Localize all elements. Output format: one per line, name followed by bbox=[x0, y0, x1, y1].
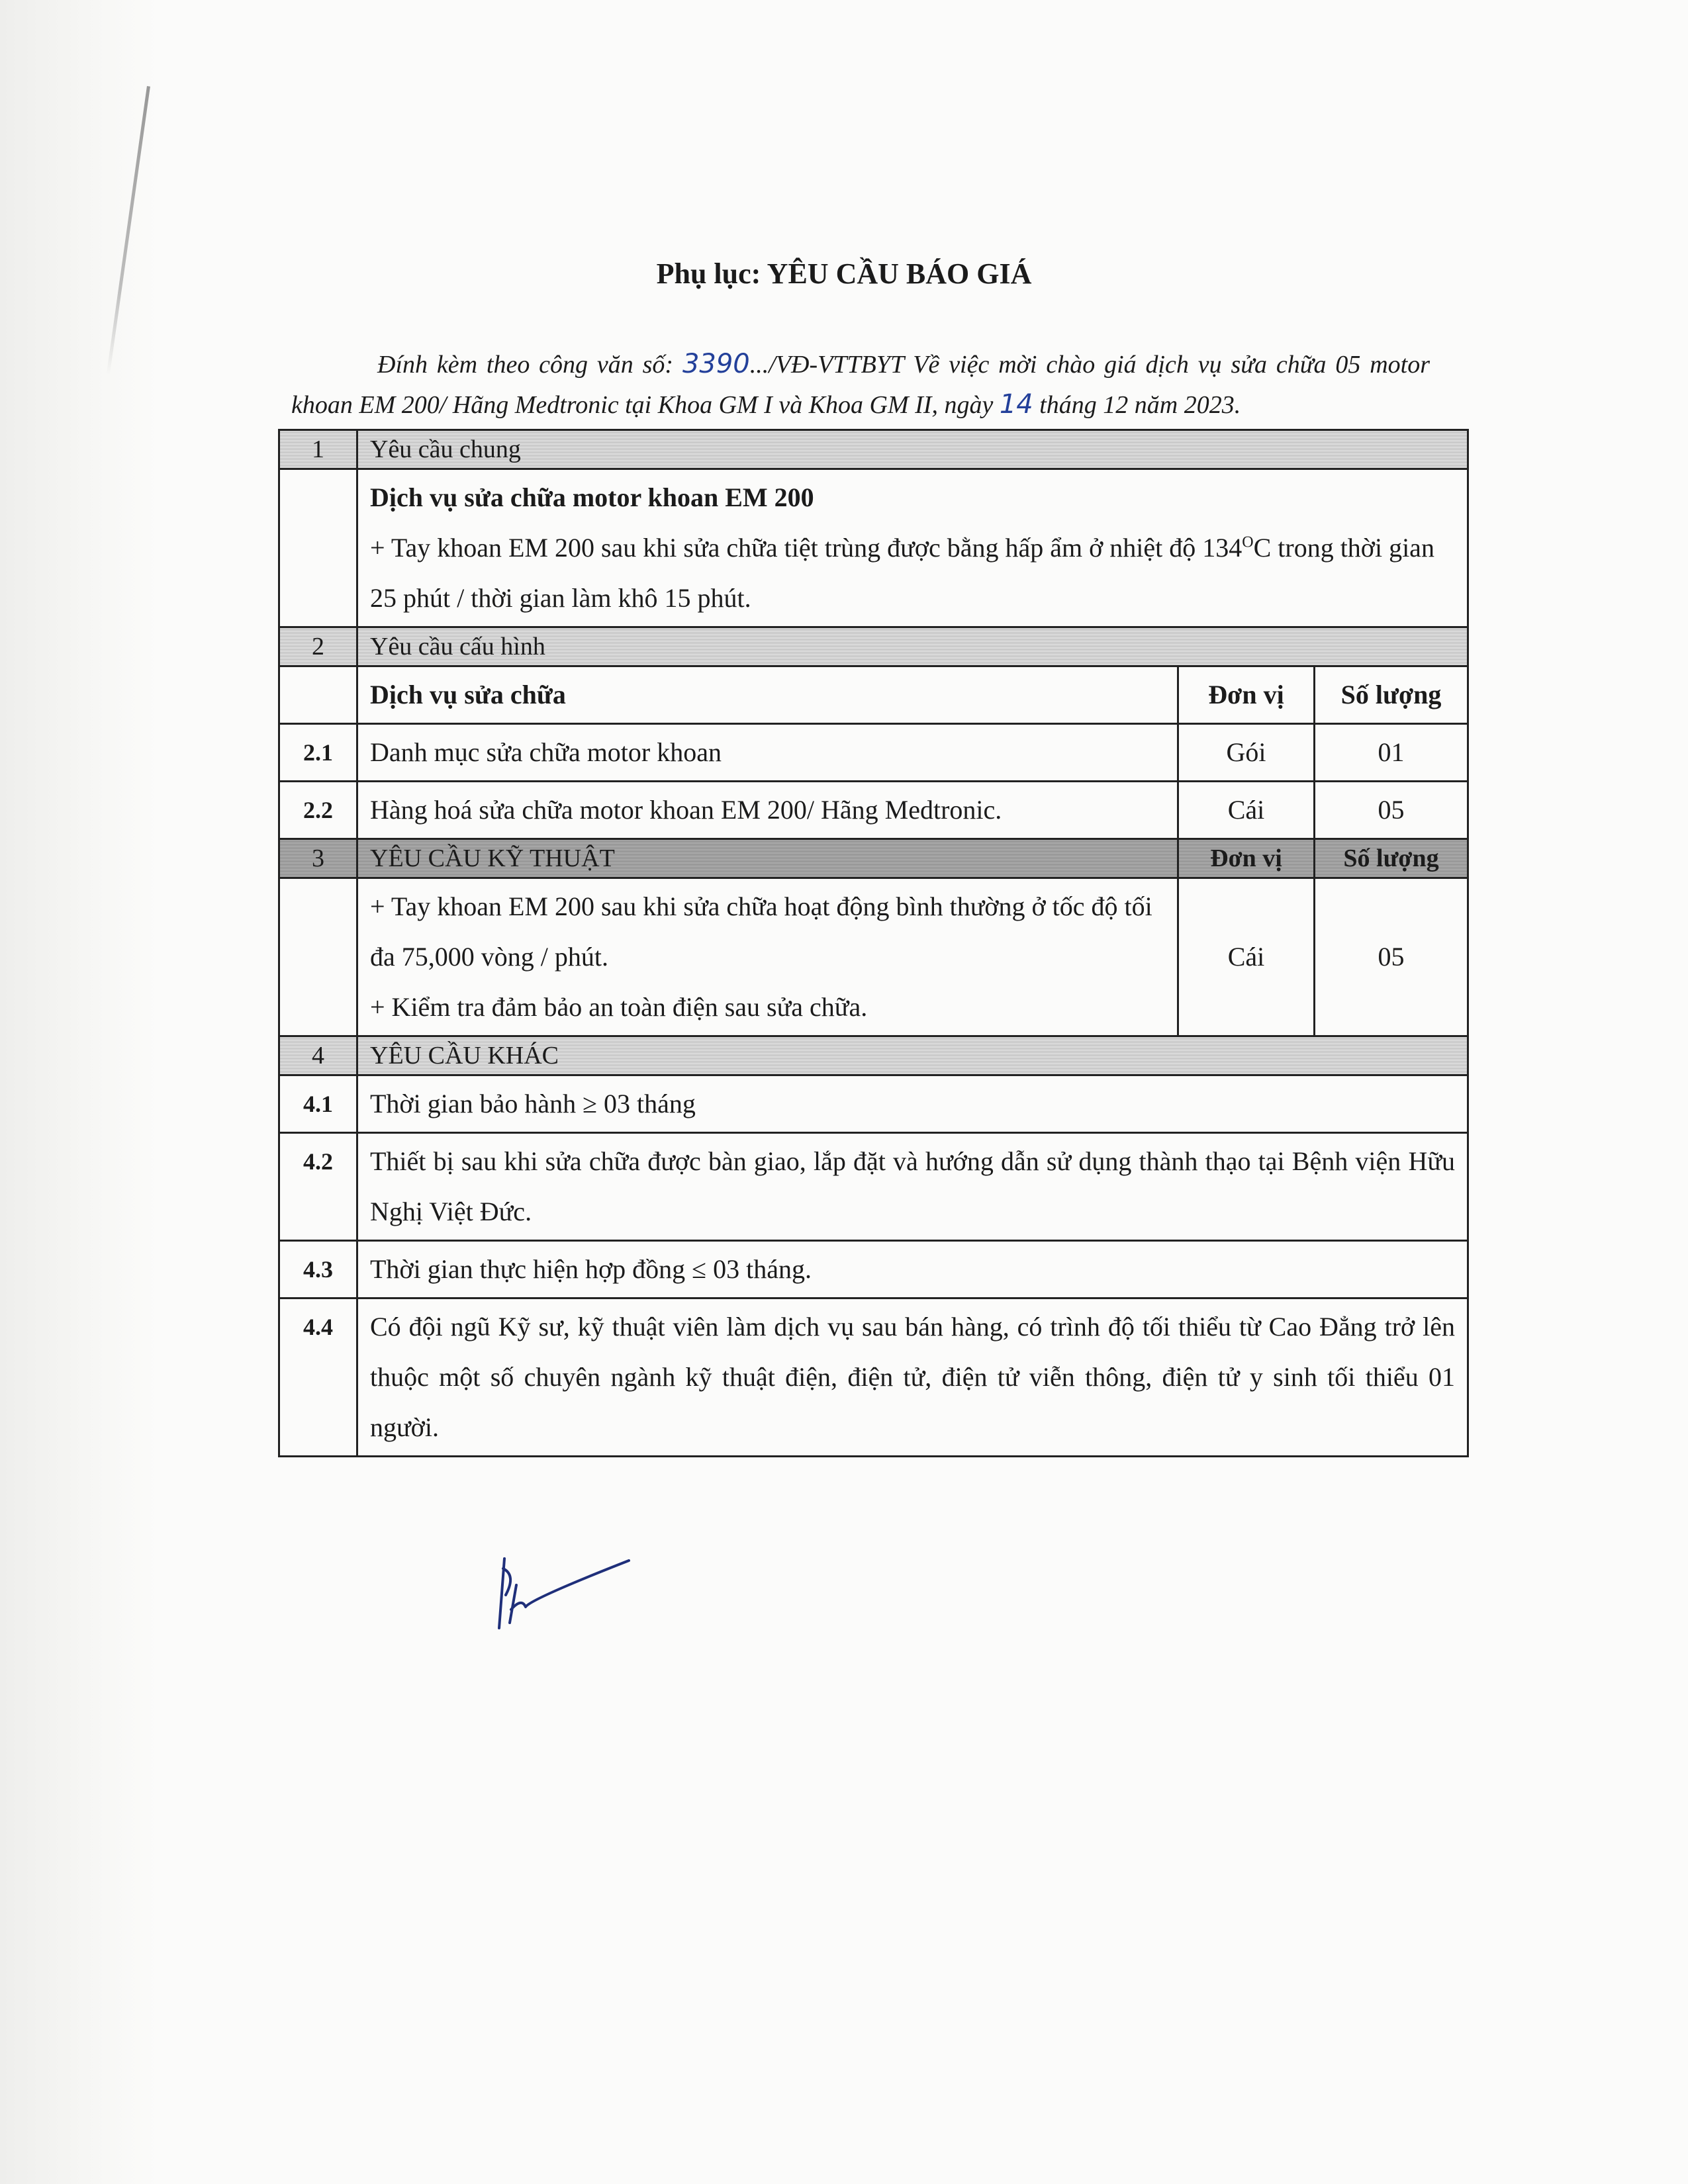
handwritten-day: 14 bbox=[999, 389, 1033, 420]
requirements-table bbox=[278, 429, 1469, 1457]
section-4-header bbox=[279, 1036, 1468, 1075]
section-2-columns bbox=[279, 666, 1468, 724]
section-title: Yêu cầu cấu hình bbox=[357, 627, 1468, 666]
intro-paragraph bbox=[291, 344, 1430, 425]
intro-prefix: Đính kèm theo công văn số: bbox=[377, 351, 682, 379]
row-text: Thiết bị sau khi sửa chữa được bàn giao, lắp đặt và hướng dẫn sử dụng thành thạo tại Bệnh viện Hữu Nghị Việt Đức. bbox=[357, 1133, 1468, 1241]
page-title: Phụ lục: YÊU CẦU BÁO GIÁ bbox=[656, 257, 1032, 290]
table-row bbox=[279, 1133, 1468, 1241]
row-number: 2.1 bbox=[279, 724, 357, 782]
speed-requirement: + Tay khoan EM 200 sau khi sửa chữa hoạt động bình thường ở tốc độ tối đa 75,000 vòng / phút. bbox=[370, 891, 1152, 972]
safety-requirement: + Kiểm tra đảm bảo an toàn điện sau sửa chữa. bbox=[370, 992, 868, 1022]
row-qty: 05 bbox=[1315, 878, 1468, 1036]
row-number: 4.3 bbox=[279, 1241, 357, 1298]
table-row bbox=[279, 724, 1468, 782]
row-unit: Cái bbox=[1178, 878, 1315, 1036]
table-row bbox=[279, 1075, 1468, 1133]
scan-shadow bbox=[0, 0, 159, 2184]
section-3-header bbox=[279, 839, 1468, 878]
section-title: Yêu cầu chung bbox=[357, 430, 1468, 469]
row-number: 4.4 bbox=[279, 1298, 357, 1457]
row-unit: Cái bbox=[1178, 782, 1315, 839]
row-unit: Gói bbox=[1178, 724, 1315, 782]
degree-mark: O bbox=[1242, 533, 1254, 551]
row-qty: 01 bbox=[1315, 724, 1468, 782]
row-qty: 05 bbox=[1315, 782, 1468, 839]
column-service: Dịch vụ sửa chữa bbox=[357, 666, 1178, 724]
table-row bbox=[279, 782, 1468, 839]
service-heading: Dịch vụ sửa chữa motor khoan EM 200 bbox=[370, 482, 814, 512]
row-description: Danh mục sửa chữa motor khoan bbox=[357, 724, 1178, 782]
table-row bbox=[279, 1241, 1468, 1298]
section-number: 2 bbox=[279, 627, 357, 666]
section-number: 1 bbox=[279, 430, 357, 469]
column-qty: Số lượng bbox=[1315, 666, 1468, 724]
sterilization-requirement: + Tay khoan EM 200 sau khi sửa chữa tiệt trùng được bằng hấp ẩm ở nhiệt độ $134^OC$ trong thời gian 25 phút / thời gian làm khô 15 phút. bbox=[370, 533, 1434, 613]
section-number: 3 bbox=[279, 839, 357, 878]
general-requirements bbox=[357, 469, 1468, 627]
section-2-header bbox=[279, 627, 1468, 666]
row-number: 2.2 bbox=[279, 782, 357, 839]
column-qty: Số lượng bbox=[1315, 839, 1468, 878]
section-title: YÊU CẦU KỸ THUẬT bbox=[357, 839, 1178, 878]
column-unit: Đơn vị bbox=[1178, 666, 1315, 724]
section-number: 4 bbox=[279, 1036, 357, 1075]
row-text: Thời gian bảo hành ≥ 03 tháng bbox=[357, 1075, 1468, 1133]
row-text: Có đội ngũ Kỹ sư, kỹ thuật viên làm dịch vụ sau bán hàng, có trình độ tối thiểu từ Cao Đẳng trở lên thuộc một số chuyên ngành kỹ thuật điện, điện tử, điện tử viễn thông, điện tử y sinh tối thiểu 01 người. bbox=[357, 1298, 1468, 1457]
row-number: 4.1 bbox=[279, 1075, 357, 1133]
section-3-body bbox=[279, 878, 1468, 1036]
technical-requirements bbox=[357, 878, 1178, 1036]
table-row bbox=[279, 1298, 1468, 1457]
row-number: 4.2 bbox=[279, 1133, 357, 1241]
section-1-header bbox=[279, 430, 1468, 469]
section-title: YÊU CẦU KHÁC bbox=[357, 1036, 1468, 1075]
signature-image bbox=[490, 1549, 635, 1641]
handwritten-doc-number: 3390 bbox=[682, 349, 750, 379]
row-description: Hàng hoá sửa chữa motor khoan EM 200/ Hãng Medtronic. bbox=[357, 782, 1178, 839]
section-1-body bbox=[279, 469, 1468, 627]
intro-suffix: tháng 12 năm 2023. bbox=[1033, 391, 1241, 419]
row-text: Thời gian thực hiện hợp đồng ≤ 03 tháng. bbox=[357, 1241, 1468, 1298]
intro-body: .../VĐ-VTTBYT Về việc mời chào giá dịch vụ sửa chữa 05 motor khoan EM 200/ Hãng Medtronic tại Khoa GM I và Khoa GM II, ngày bbox=[291, 351, 1430, 419]
column-unit: Đơn vị bbox=[1178, 839, 1315, 878]
